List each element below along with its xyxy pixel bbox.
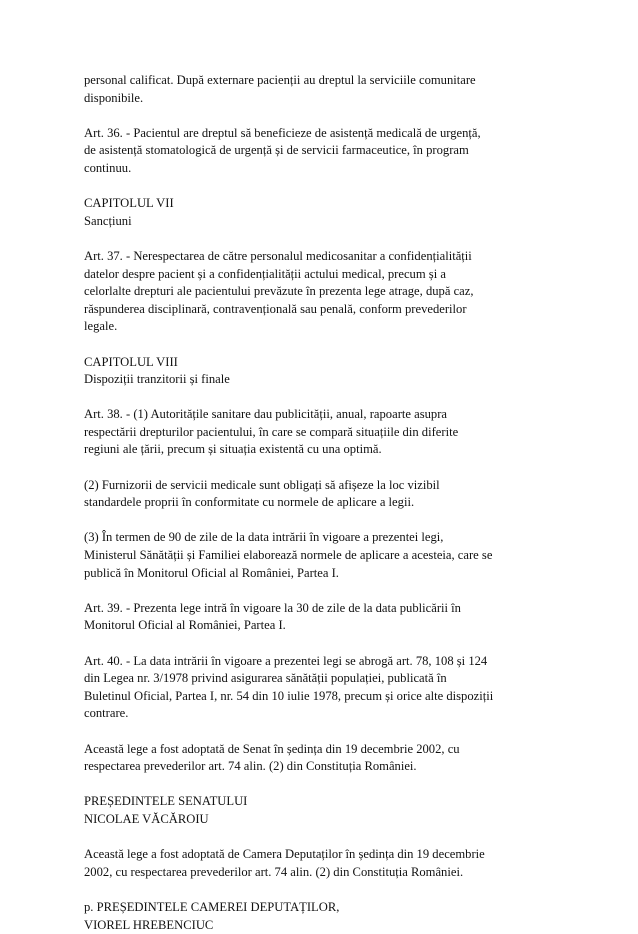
article-37 — [84, 248, 554, 336]
text-line: respectării drepturilor pacientului, în care se compară situațiile din diferite — [84, 424, 554, 442]
text-line: celorlalte drepturi ale pacientului prevăzute în prezenta lege atrage, după caz, — [84, 283, 554, 301]
text-line: contrare. — [84, 705, 554, 723]
senate-adoption-note — [84, 741, 554, 776]
text-line: regiuni ale țării, precum și situația existentă cu una optimă. — [84, 441, 554, 459]
document-page — [84, 72, 554, 934]
chapter-7-heading — [84, 195, 554, 230]
text-line: Art. 36. - Pacientul are dreptul să beneficieze de asistență medicală de urgență, — [84, 125, 554, 143]
article-39 — [84, 600, 554, 635]
text-line: Art. 40. - La data intrării în vigoare a prezentei legi se abrogă art. 78, 108 și 124 — [84, 653, 554, 671]
signatory-title: PREȘEDINTELE SENATULUI — [84, 793, 554, 811]
text-line: Art. 38. - (1) Autoritățile sanitare dau publicității, anual, rapoarte asupra — [84, 406, 554, 424]
text-line: (2) Furnizorii de servicii medicale sunt obligați să afișeze la loc vizibil — [84, 477, 554, 495]
text-line: respectarea prevederilor art. 74 alin. (2) din Constituția României. — [84, 758, 554, 776]
text-line: datelor despre pacient și a confidențialității actului medical, precum și a — [84, 266, 554, 284]
chapter-8-heading — [84, 354, 554, 389]
signatory-name: NICOLAE VĂCĂROIU — [84, 811, 554, 829]
text-line: Această lege a fost adoptată de Camera Deputaților în ședința din 19 decembrie — [84, 846, 554, 864]
chamber-adoption-note — [84, 846, 554, 881]
chapter-number: CAPITOLUL VII — [84, 195, 554, 213]
chapter-number: CAPITOLUL VIII — [84, 354, 554, 372]
article-38-paragraph-1 — [84, 406, 554, 459]
chapter-title: Dispoziții tranzitorii și finale — [84, 371, 554, 389]
text-line: răspunderea disciplinară, contravențională sau penală, conform prevederilor — [84, 301, 554, 319]
text-line: legale. — [84, 318, 554, 336]
article-36 — [84, 125, 554, 178]
chapter-title: Sancțiuni — [84, 213, 554, 231]
text-line: personal calificat. După externare pacienții au dreptul la serviciile comunitare — [84, 72, 554, 90]
signatory-name: VIOREL HREBENCIUC — [84, 917, 554, 934]
text-line: Art. 39. - Prezenta lege intră în vigoare la 30 de zile de la data publicării în — [84, 600, 554, 618]
text-line: (3) În termen de 90 de zile de la data intrării în vigoare a prezentei legi, — [84, 529, 554, 547]
text-line: din Legea nr. 3/1978 privind asigurarea sănătății populației, publicată în — [84, 670, 554, 688]
text-line: standardele proprii în conformitate cu normele de aplicare a legii. — [84, 494, 554, 512]
article-38-paragraph-2 — [84, 477, 554, 512]
text-line: de asistență stomatologică de urgență și de servicii farmaceutice, în program — [84, 142, 554, 160]
text-line: disponibile. — [84, 90, 554, 108]
text-line: publică în Monitorul Oficial al României, Partea I. — [84, 565, 554, 583]
text-line: Buletinul Oficial, Partea I, nr. 54 din 10 iulie 1978, precum și orice alte dispoziții — [84, 688, 554, 706]
paragraph-continuation — [84, 72, 554, 107]
senate-signature — [84, 793, 554, 828]
text-line: Această lege a fost adoptată de Senat în ședința din 19 decembrie 2002, cu — [84, 741, 554, 759]
text-line: Monitorul Oficial al României, Partea I. — [84, 617, 554, 635]
text-line: 2002, cu respectarea prevederilor art. 74 alin. (2) din Constituția României. — [84, 864, 554, 882]
chamber-signature — [84, 899, 554, 934]
text-line: Art. 37. - Nerespectarea de către personalul medicosanitar a confidențialității — [84, 248, 554, 266]
text-line: continuu. — [84, 160, 554, 178]
article-38-paragraph-3 — [84, 529, 554, 582]
text-line: Ministerul Sănătății și Familiei elaborează normele de aplicare a acesteia, care se — [84, 547, 554, 565]
article-40 — [84, 653, 554, 723]
signatory-title: p. PREȘEDINTELE CAMEREI DEPUTAȚILOR, — [84, 899, 554, 917]
